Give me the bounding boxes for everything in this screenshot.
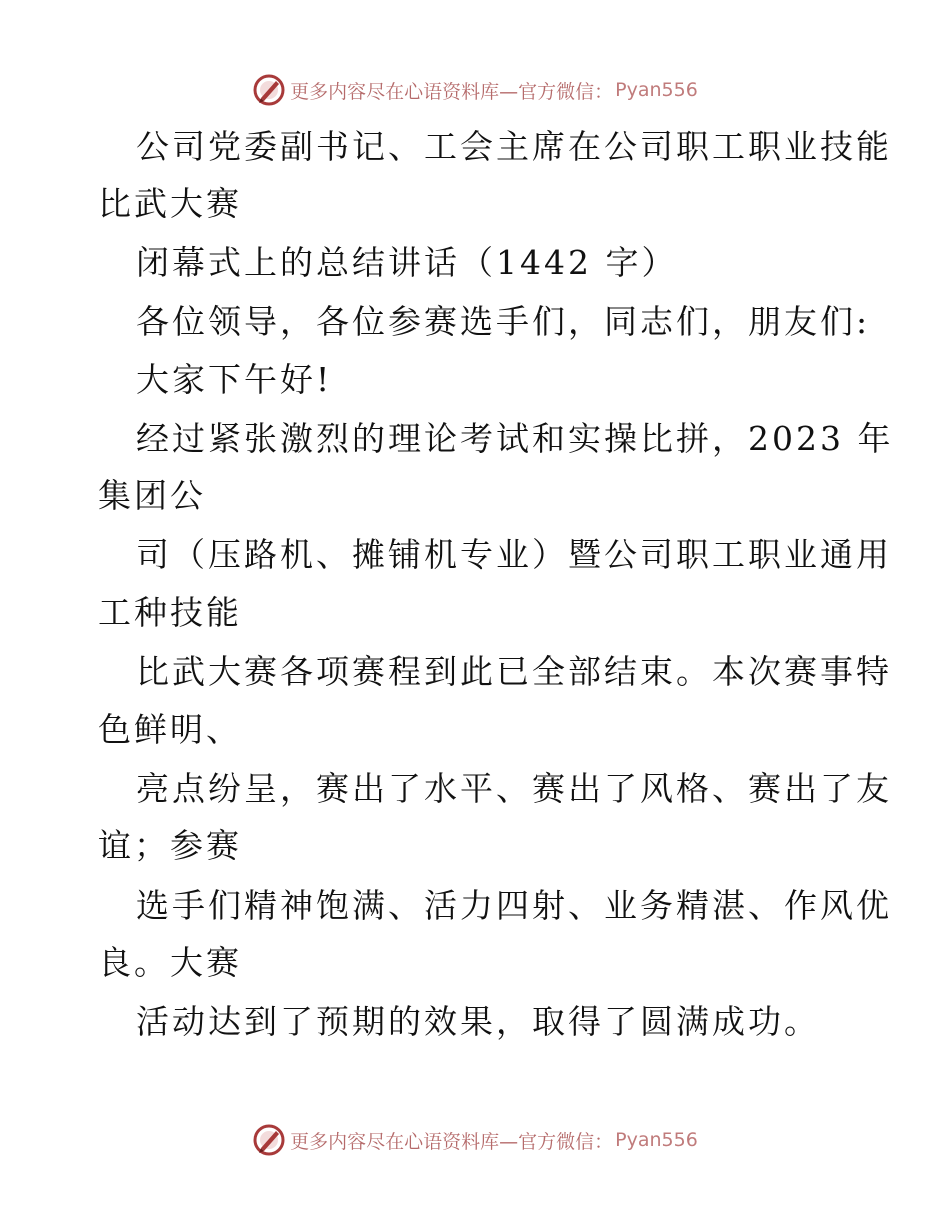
text-line: 选手们精神饱满、活力四射、业务精湛、作风优 xyxy=(136,886,892,925)
text-line: 大家下午好! xyxy=(136,360,333,399)
text-line: 工种技能 xyxy=(98,593,242,632)
text-line: 比武大赛各项赛程到此已全部结束。本次赛事特 xyxy=(136,652,892,691)
text-line: 良。大赛 xyxy=(98,943,242,982)
text-line: 色鲜明、 xyxy=(98,710,242,749)
watermark-wechat-id: Pyan556 xyxy=(615,79,698,101)
text-line: 亮点纷呈，赛出了水平、赛出了风格、赛出了友 xyxy=(136,769,892,808)
text-line: 闭幕式上的总结讲话（1442 字） xyxy=(136,243,678,282)
header-watermark xyxy=(0,70,950,110)
text-line: 司（压路机、摊铺机专业）暨公司职工职业通用 xyxy=(136,535,892,574)
pen-logo-icon xyxy=(252,73,286,107)
text-line: 比武大赛 xyxy=(98,184,242,223)
watermark-text: 更多内容尽在心语资料库—官方微信： xyxy=(290,80,614,103)
text-line: 集团公 xyxy=(98,476,206,515)
text-line: 活动达到了预期的效果，取得了圆满成功。 xyxy=(136,1002,820,1041)
pen-logo-icon xyxy=(252,1123,286,1157)
text-line: 各位领导，各位参赛选手们，同志们，朋友们: xyxy=(136,302,871,341)
watermark-wechat-id: Pyan556 xyxy=(615,1129,698,1151)
text-line: 谊；参赛 xyxy=(98,826,242,865)
text-line: 经过紧张激烈的理论考试和实操比拼，2023 年 xyxy=(136,419,894,458)
text-line: 公司党委副书记、工会主席在公司职工职业技能 xyxy=(136,127,892,166)
watermark-text: 更多内容尽在心语资料库—官方微信： xyxy=(290,1130,614,1153)
footer-watermark xyxy=(0,1120,950,1160)
